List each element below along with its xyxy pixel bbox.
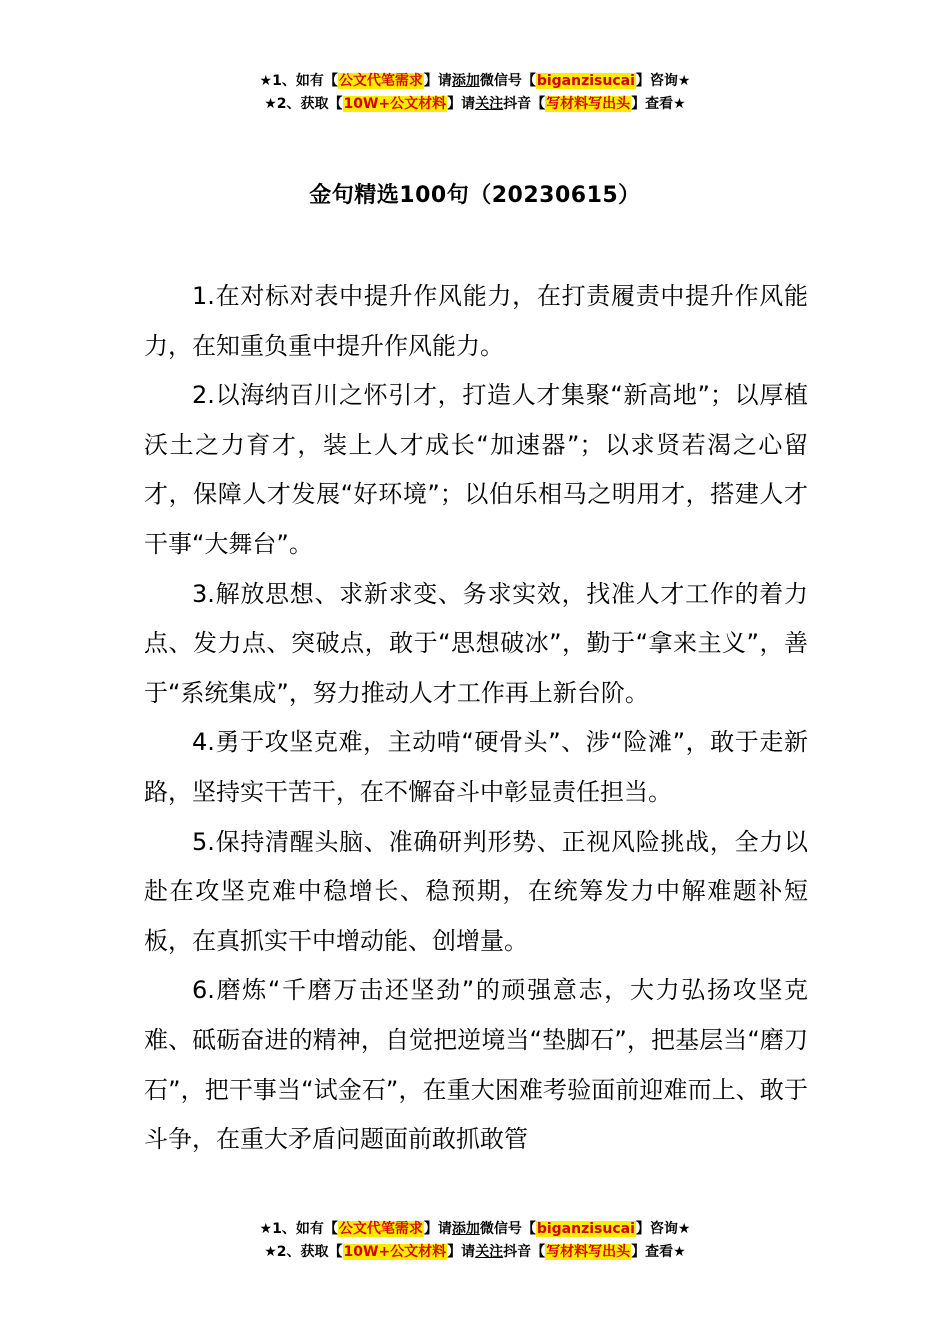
banner-text: 】请 — [447, 1244, 476, 1260]
banner-text: ★1、如有【 — [259, 1221, 338, 1237]
banner-line-2 — [0, 1241, 950, 1264]
paragraph: 2.以海纳百川之怀引才，打造人才集聚“新高地”；以厚植沃土之力育才，装上人才成长“加速器”；以求贤若渴之心留才，保障人才发展“好环境”；以伯乐相马之明用才，搭建人才干事“大舞台”。 — [144, 381, 808, 558]
banner-text: ★1、如有【 — [259, 73, 338, 89]
banner-underline: 添加 — [451, 73, 480, 89]
banner-highlight: 写材料写出头 — [546, 1244, 631, 1260]
paragraph: 6.磨炼“千磨万击还坚劲”的顽强意志，大力弘扬攻坚克难、砥砺奋进的精神，自觉把逆境当“垫脚石”，把基层当“磨刀石”，把干事当“试金石”，在重大困难考验面前迎难而上、敢于斗争，在重大矛盾问题面前敢抓敢管 — [144, 976, 808, 1154]
banner-text: 微信号【 — [479, 1221, 536, 1237]
banner-text: 抖音【 — [503, 1244, 546, 1260]
header-banner — [0, 70, 950, 116]
paragraph: 3.解放思想、求新求变、务求实效，找准人才工作的着力点、发力点、突破点，敢于“思想破冰”，勤于“拿来主义”，善于“系统集成”，努力推动人才工作再上新台阶。 — [144, 579, 808, 707]
banner-text: ★2、获取【 — [264, 1244, 343, 1260]
banner-text: ★2、获取【 — [264, 96, 343, 112]
paragraph: 5.保持清醒头脑、准确研判形势、正视风险挑战，全力以赴在攻坚克难中稳增长、稳预期，在统筹发力中解难题补短板，在真抓实干中增动能、创增量。 — [144, 827, 808, 955]
banner-line-2 — [0, 93, 950, 116]
banner-text: 微信号【 — [479, 73, 536, 89]
banner-highlight: 公文代笔需求 — [338, 73, 423, 89]
banner-line-1 — [0, 1218, 950, 1241]
banner-highlight: 10W+公文材料 — [343, 1244, 447, 1260]
banner-text: 抖音【 — [503, 96, 546, 112]
paragraph: 4.勇于攻坚克难，主动啃“硬骨头”、涉“险滩”，敢于走新路，坚持实干苦干，在不懈奋斗中彰显责任担当。 — [144, 728, 808, 806]
banner-highlight: 公文代笔需求 — [338, 1221, 423, 1237]
banner-text: 】咨询★ — [635, 1221, 691, 1237]
document-title: 金句精选100句（20230615） — [309, 183, 641, 208]
paragraph: 1.在对标对表中提升作风能力，在打责履责中提升作风能力，在知重负重中提升作风能力。 — [144, 282, 808, 360]
banner-text: 】请 — [447, 96, 476, 112]
banner-text: 】请 — [423, 73, 452, 89]
banner-underline: 关注 — [475, 96, 504, 112]
banner-text: 】查看★ — [631, 1244, 686, 1260]
banner-text: 】查看★ — [631, 96, 686, 112]
banner-underline: 关注 — [475, 1244, 504, 1260]
footer-banner — [0, 1218, 950, 1264]
banner-text: 】请 — [423, 1221, 452, 1237]
banner-highlight: biganzisucai — [536, 73, 635, 89]
banner-line-1 — [0, 70, 950, 93]
banner-text: 】咨询★ — [635, 73, 691, 89]
document-body — [144, 272, 808, 1165]
banner-highlight: biganzisucai — [536, 1221, 635, 1237]
banner-highlight: 写材料写出头 — [546, 96, 631, 112]
banner-underline: 添加 — [451, 1221, 480, 1237]
banner-highlight: 10W+公文材料 — [343, 96, 447, 112]
